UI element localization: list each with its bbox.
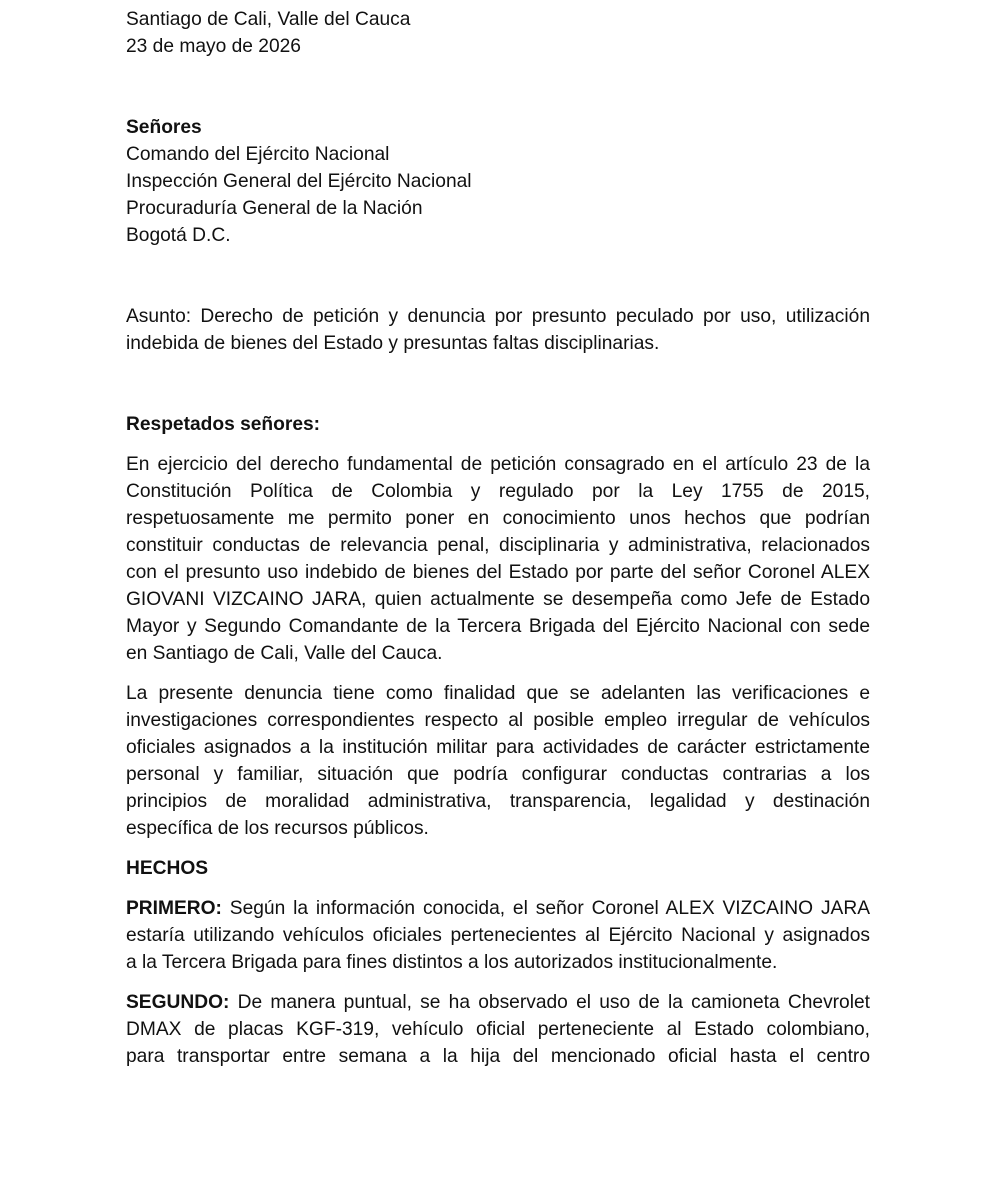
paragraph-2	[126, 680, 870, 842]
letter-place: Santiago de Cali, Valle del Cauca	[126, 9, 411, 30]
paragraph-line: personal y familiar, situación que podría configurar conductas contrarias a los	[126, 764, 870, 785]
paragraph-1	[126, 451, 870, 667]
recipient-line: Inspección General del Ejército Nacional	[126, 171, 472, 192]
fact-1	[126, 895, 870, 976]
fact-label: SEGUNDO:	[126, 992, 230, 1013]
paragraph-line: Constitución Política de Colombia y regulado por la Ley 1755 de 2015,	[126, 481, 870, 502]
recipient-line: Procuraduría General de la Nación	[126, 198, 423, 219]
fact-line	[126, 895, 870, 922]
paragraph-line: La presente denuncia tiene como finalidad que se adelanten las verificaciones e	[126, 683, 870, 704]
greeting: Respetados señores:	[126, 414, 321, 435]
recipients-block	[126, 114, 870, 249]
fact-text: Según la información conocida, el señor Coronel ALEX VIZCAINO JARA	[221, 898, 870, 919]
subject-block	[126, 303, 870, 357]
facts-heading: HECHOS	[126, 858, 209, 879]
paragraph-line: en Santiago de Cali, Valle del Cauca.	[126, 643, 443, 664]
subject-line: indebida de bienes del Estado y presuntas faltas disciplinarias.	[126, 333, 660, 354]
recipient-line: Comando del Ejército Nacional	[126, 144, 390, 165]
paragraph-line: oficiales asignados a la institución militar para actividades de carácter estrictamente	[126, 737, 870, 758]
fact-line	[126, 989, 870, 1016]
fact-text: De manera puntual, se ha observado el uso de la camioneta Chevrolet	[229, 992, 870, 1013]
paragraph-line: En ejercicio del derecho fundamental de petición consagrado en el artículo 23 de la	[126, 454, 870, 475]
paragraph-line: constituir conductas de relevancia penal, disciplinaria y administrativa, relacionados	[126, 535, 870, 556]
paragraph-line: específica de los recursos públicos.	[126, 818, 429, 839]
paragraph-line: con el presunto uso indebido de bienes del Estado por parte del señor Coronel ALEX	[126, 562, 870, 583]
fact-label: PRIMERO:	[126, 898, 222, 919]
fact-line: DMAX de placas KGF-319, vehículo oficial perteneciente al Estado colombiano,	[126, 1019, 870, 1040]
place-date-block	[126, 6, 870, 60]
paragraph-line: investigaciones correspondientes respecto al posible empleo irregular de vehículos	[126, 710, 870, 731]
fact-line: estaría utilizando vehículos oficiales pertenecientes al Ejército Nacional y asignados	[126, 925, 870, 946]
fact-line: a la Tercera Brigada para fines distintos a los autorizados institucionalmente.	[126, 952, 778, 973]
recipients-salutation: Señores	[126, 117, 202, 138]
recipient-line: Bogotá D.C.	[126, 225, 231, 246]
paragraph-line: Mayor y Segundo Comandante de la Tercera Brigada del Ejército Nacional con sede	[126, 616, 870, 637]
paragraph-line: GIOVANI VIZCAINO JARA, quien actualmente se desempeña como Jefe de Estado	[126, 589, 870, 610]
fact-line: para transportar entre semana a la hija del mencionado oficial hasta el centro	[126, 1046, 870, 1067]
fact-2	[126, 989, 870, 1070]
paragraph-line: respetuosamente me permito poner en conocimiento unos hechos que podrían	[126, 508, 870, 529]
subject-line: Asunto: Derecho de petición y denuncia por presunto peculado por uso, utilización	[126, 306, 870, 327]
letter-date: 23 de mayo de 2026	[126, 36, 301, 57]
letter-page	[126, 6, 870, 1070]
paragraph-line: principios de moralidad administrativa, transparencia, legalidad y destinación	[126, 791, 870, 812]
